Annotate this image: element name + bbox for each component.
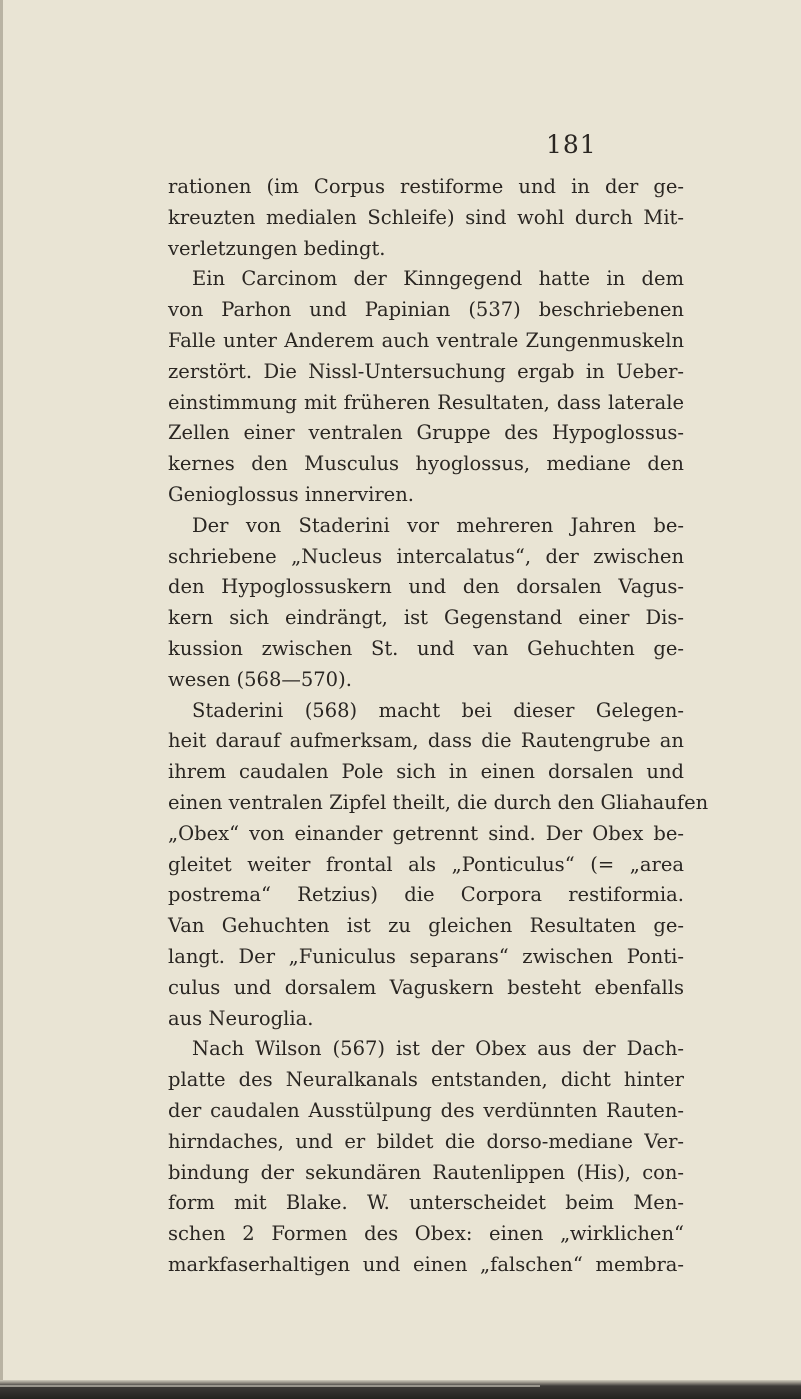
text-line: rationen (im Corpus restiforme und in der ge- [168,175,684,198]
text-line: Zellen einer ventralen Gruppe des Hypoglossus- [168,421,684,445]
text-line: Nach Wilson (567) ist der Obex aus der Dach- [192,1037,684,1061]
text-line: den Hypoglossuskern und den dorsalen Vagus- [168,575,684,599]
text-line: schen 2 Formen des Obex: einen „wirklichen“ [168,1222,684,1246]
paragraph [168,172,684,264]
text-line: wesen (568—570). [168,667,352,691]
text-line: postrema“ Retzius) die Corpora restiformia. [168,883,684,907]
text-line: aus Neuroglia. [168,1006,314,1030]
text-line: Ein Carcinom der Kinngegend hatte in dem [192,267,684,291]
text-line: langt. Der „Funiculus separans“ zwischen Ponti- [168,944,684,968]
text-line: „Obex“ von einander getrennt sind. Der Obex be- [168,821,684,845]
text-line: kern sich eindrängt, ist Gegenstand einer Dis- [168,606,684,630]
text-line: kernes den Musculus hyoglossus, mediane den [168,452,684,476]
body-text [168,172,709,1281]
text-line: heit darauf aufmerksam, dass die Rautengrube an [168,729,684,753]
text-line: einen ventralen Zipfel theilt, die durch den Gliahaufen [168,790,709,814]
paragraph [168,696,709,1035]
paragraph [168,511,684,696]
text-line: gleitet weiter frontal als „Ponticulus“ (= „area [168,852,684,876]
text-line: schriebene „Nucleus intercalatus“, der zwischen [168,544,684,568]
text-line: Genioglossus innerviren. [168,482,414,506]
text-line: zerstört. Die Nissl-Untersuchung ergab in Ueber- [168,359,684,383]
text-line: culus und dorsalem Vaguskern besteht ebenfalls [168,975,684,999]
text-line: von Parhon und Papinian (537) beschriebenen [168,298,684,322]
paragraph [168,1034,684,1280]
text-line: Staderini (568) macht bei dieser Gelegen- [192,698,684,722]
text-line: ihrem caudalen Pole sich in einen dorsalen und [168,760,684,784]
text-line: markfaserhaltigen und einen „falschen“ membra- [168,1252,684,1276]
page-bottom-edge [0,1380,801,1399]
text-line: kussion zwischen St. und van Gehuchten ge- [168,636,684,660]
text-line: bindung der sekundären Rautenlippen (His), con- [168,1160,684,1184]
page-left-edge [0,0,3,1399]
text-line: einstimmung mit früheren Resultaten, dass laterale [168,390,684,414]
text-line: Van Gehuchten ist zu gleichen Resultaten ge- [168,914,684,938]
text-line: der caudalen Ausstülpung des verdünnten Rauten- [168,1098,684,1122]
text-line: form mit Blake. W. unterscheidet beim Men- [168,1191,684,1215]
text-line: verletzungen bedingt. [168,236,386,260]
text-line: Falle unter Anderem auch ventrale Zungenmuskeln [168,328,684,352]
text-line: kreuzten medialen Schleife) sind wohl durch Mit- [168,205,684,229]
page-bottom-edge-highlight [0,1385,540,1387]
text-line: Der von Staderini vor mehreren Jahren be- [192,513,684,537]
paragraph [168,264,684,510]
page-number: 181 [546,130,597,159]
text-line: hirndaches, und er bildet die dorso-mediane Ver- [168,1129,684,1153]
text-line: platte des Neuralkanals entstanden, dicht hinter [168,1068,684,1092]
